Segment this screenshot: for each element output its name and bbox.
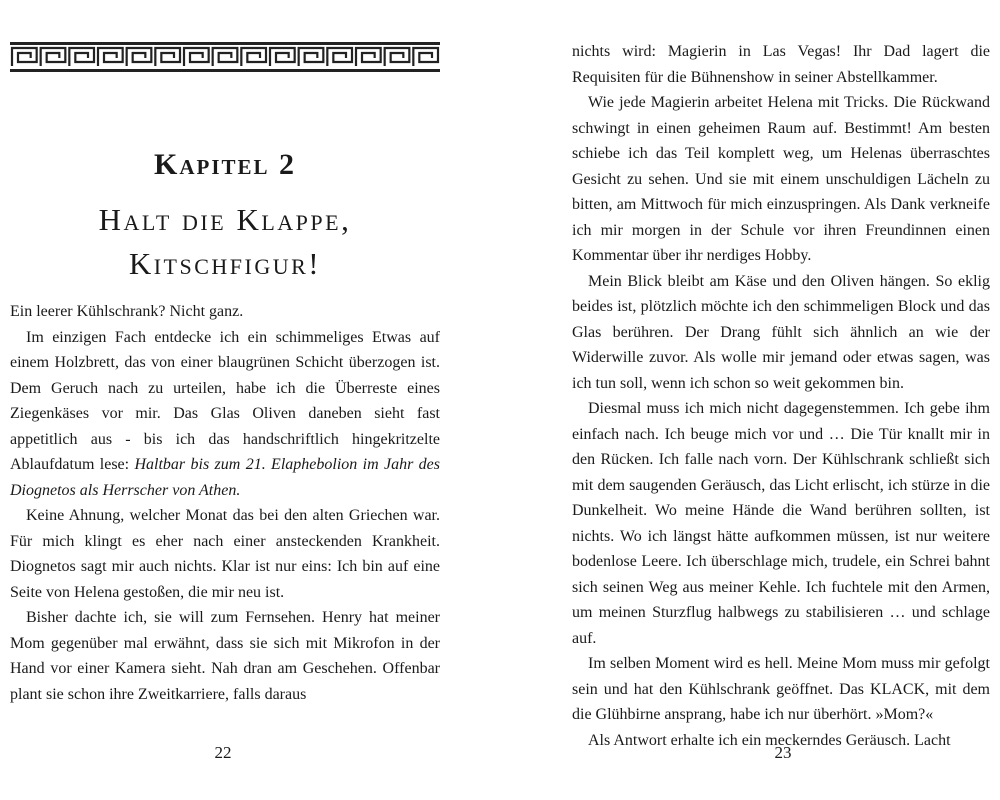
right-page bbox=[500, 0, 1000, 800]
chapter-title-line-1: Halt die Klappe, bbox=[98, 202, 352, 237]
chapter-title bbox=[10, 198, 440, 286]
paragraph: Diesmal muss ich mich nicht dagegenstemmen. Ich gebe ihm einfach nach. Ich beuge mich vor und … Die Tür knallt mir in den Rücken. Ich falle nach vorn. Der Kühlschrank schließt sich mit dem saugenden Geräusch, das Licht erlischt, ich stürze in die Dunkelheit. Wo meine Hände die Wand berühren sollten, ist nichts. Wo ich längst hätte aufkommen müssen, ist nur weitere bodenlose Leere. Ich überschlage mich, trudele, ein Schrei bahnt sich seinen Weg aus meiner Kehle. Ich fuchtele mit den Armen, um meinen Sturzflug halbwegs zu stabilisieren … und schlage auf. bbox=[572, 400, 990, 647]
chapter-number: Kapitel 2 bbox=[153, 148, 297, 181]
meander-segment bbox=[98, 48, 123, 66]
paragraph: Bisher dachte ich, sie will zum Fernsehen. Henry hat meiner Mom gegenüber mal erwähnt, dass sie sich mit Mikrofon in der Hand vor einer Kamera sieht. Nah dran am Geschehen. Offenbar plant sie schon ihre Zweitkarriere, falls daraus bbox=[10, 609, 440, 703]
greek-key-pattern-icon bbox=[10, 45, 440, 69]
expiry-date-label: Haltbar bis zum 21. Elaphebolion im Jahr des Diognetos als Herrscher von Athen. bbox=[10, 456, 441, 499]
meander-segment bbox=[213, 48, 238, 66]
greek-key-border bbox=[10, 42, 440, 72]
page-number: 23 bbox=[774, 743, 792, 762]
meander-segment bbox=[12, 48, 37, 66]
meander-segment bbox=[69, 48, 94, 66]
page-number: 22 bbox=[214, 743, 232, 762]
meander-segment bbox=[270, 48, 295, 66]
paragraph: Ein leerer Kühlschrank? Nicht ganz. bbox=[10, 303, 244, 320]
paragraph: Als Antwort erhalte ich ein meckerndes Geräusch. Lacht bbox=[588, 731, 951, 749]
paragraph: Keine Ahnung, welcher Monat das bei den alten Griechen war. Für mich klingt es eher nach einer ansteckenden Krankheit. Diognetos sagt mir auch nichts. Klar ist nur eins: Ich bin auf eine Seite von Helena gestoßen, die mir neu ist. bbox=[10, 507, 440, 601]
right-body-text bbox=[572, 39, 990, 753]
paragraph: Im selben Moment wird es hell. Meine Mom muss mir gefolgt sein und hat den Kühlschrank geöffnet. Das KLACK, mit dem die Glühbirne ansprang, habe ich nur überhört. »Mom?« bbox=[572, 655, 990, 723]
meander-segment bbox=[356, 48, 381, 66]
meander-segment bbox=[327, 48, 352, 66]
paragraph-text: Im einzigen Fach entdecke ich ein schimmeliges Etwas auf einem Holzbrett, das von einer blaugrünen Schicht überzogen ist. Dem Geruch nach zu urteilen, habe ich die Überreste eines Ziegenkäses vor mir. Das Glas Oliven daneben sieht fast appetitlich aus - bis ich das handschriftlich hingekritzelte Ablaufdatum lese: bbox=[10, 328, 440, 473]
meander-segment bbox=[241, 48, 266, 66]
paragraph: nichts wird: Magierin in Las Vegas! Ihr Dad lagert die Requisiten für die Bühnenshow in seiner Abstellkammer. bbox=[572, 43, 990, 86]
meander-segment bbox=[385, 48, 410, 66]
meander-segment bbox=[299, 48, 324, 66]
left-body-text bbox=[10, 299, 440, 707]
meander-segment bbox=[127, 48, 152, 66]
meander-segment bbox=[41, 48, 66, 66]
chapter-title-line-2: Kitschfigur! bbox=[128, 246, 322, 281]
meander-segment bbox=[184, 48, 209, 66]
paragraph bbox=[10, 325, 440, 504]
paragraph: Mein Blick bleibt am Käse und den Oliven hängen. So eklig beides ist, plötzlich möchte ich den schimmeligen Block und das Glas berühren. Der Drang fühlt sich ähnlich an wie der Widerwille zuvor. Als wolle mir jemand oder etwas sagen, was ich tun soll, wenn ich schon so weit gekommen bin. bbox=[572, 272, 990, 392]
meander-segment bbox=[413, 48, 438, 66]
meander-segment bbox=[155, 48, 180, 66]
paragraph: Wie jede Magierin arbeitet Helena mit Tricks. Die Rückwand schwingt in einen geheimen Raum auf. Bestimmt! Am besten schiebe ich das Teil komplett weg, um Helenas überraschtes Gesicht zu sehen. Und sie mit einem unschuldigen Lächeln zu bitten, am Mittwoch für mich einzuspringen. Als Dank verkneife ich mir morgen in der Schule vor ihren Freundinnen einen Kommentar über ihr nerdiges Hobby. bbox=[572, 94, 990, 264]
